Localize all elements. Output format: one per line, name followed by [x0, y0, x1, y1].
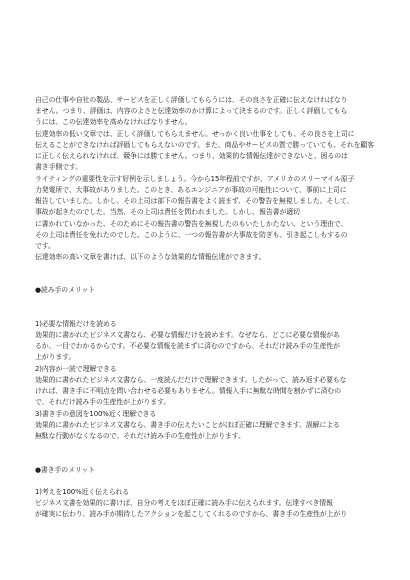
writer-line: が確実に伝わり、読み手が期待したアクションを起こしてくれるのですから、書き手の生産性が上がり — [35, 510, 348, 518]
reader-line: 無駄な行動がなくなるので、それだけ読み手の生産性が上がります。 — [35, 432, 245, 440]
reader-line: 効果的に書かれたビジネス文書なら、一度読んだだけで理解できます。したがって、読み返す必要もな — [35, 376, 347, 384]
writer-section-heading: ●書き手のメリット — [35, 466, 95, 474]
intro-line: 書き手側です。 — [35, 163, 82, 171]
intro-line: 力発電所で、大事故がありました。このとき、あるエンジニアが事故の可能性について、事前に上司に — [35, 186, 347, 194]
reader-line: 2)内容が一読で理解できる — [35, 365, 117, 373]
reader-line: 1)必要な情報だけを読める — [35, 320, 117, 328]
intro-line: に書かれていなかった、そのためにその報告書の警告を無視したのもいたしかたない、という理由で、 — [35, 220, 348, 228]
reader-line: 上がります。 — [35, 353, 76, 361]
writer-line: ビジネス文書を効果的に書けば、自分の考えをほぼ正確に読み手に伝えられます。伝達すべき情報 — [35, 499, 333, 507]
intro-line: その上司は責任を免れたのでした。このように、一つの報告書が大事故を防ぎも、引き起こしもするの — [35, 231, 348, 239]
reader-line: 効果的に書かれたビジネス文書なら、必要な情報だけを読めます。なぜなら、どこに必要な情報があ — [35, 331, 340, 339]
intro-line: 伝えることができなければ評価してもらえないのです。また、商品やサービスの質で勝っていても、それを顧客 — [35, 141, 374, 149]
intro-line: 事故が起きたのでした。当然、その上司は責任を問われました。しかし、報告書が適切 — [35, 208, 300, 216]
intro-line: ません。つまり、評価は、内容のよさと伝達効率のかけ算によって決まるのです。正しく評価してもら — [35, 107, 348, 115]
intro-line: 自己の仕事や自社の製品、サービスを正しく評価してもらうには、その良さを正確に伝えなければなり — [35, 96, 348, 104]
reader-line: ければ、書き手に不明点を問い合わせる必要もありません。情報入手に無駄な時間を割かずに済むの — [35, 387, 341, 395]
reader-line: で、それだけ読み手の生産性が上がります。 — [35, 398, 171, 406]
reader-section-heading: ●読み手のメリット — [35, 286, 95, 294]
writer-line: 1)考えを100%近く伝えられる — [35, 488, 130, 496]
intro-line: うには、この伝達効率を高めなければなりません。 — [35, 118, 192, 126]
intro-line: に正しく伝えられなければ、競争には勝てません。つまり、効果的な情報伝達ができないと、困るのは — [35, 152, 348, 160]
intro-line: 報告していました。しかし、その上司は部下の報告書をよく読まず、その警告を無視しました。そして、 — [35, 197, 354, 205]
reader-line: 効果的に書かれたビジネス文書なら、書き手の伝えたいことがほぼ正確に理解できます。誤解による — [35, 421, 340, 429]
reader-line: 3)書き手の意図を100%近く理解できる — [35, 410, 157, 418]
intro-line: ライティングの重要性を示す好例を示しましょう。今から15年程前ですが、アメリカのスリーマイル原子 — [35, 175, 355, 183]
intro-line: 伝達効率の低い文章では、正しく評価してもらえません。せっかく良い仕事をしても、その良さを上司に — [35, 130, 355, 138]
intro-line: 伝達効率の高い文章を書けば、以下のような効果的な情報伝達ができます。 — [35, 253, 266, 261]
intro-line: です。 — [35, 242, 55, 250]
reader-line: るか、一目でわかるからです。不必要な情報を読まずに済むのですから、それだけ読み手の生産性が — [35, 342, 340, 350]
